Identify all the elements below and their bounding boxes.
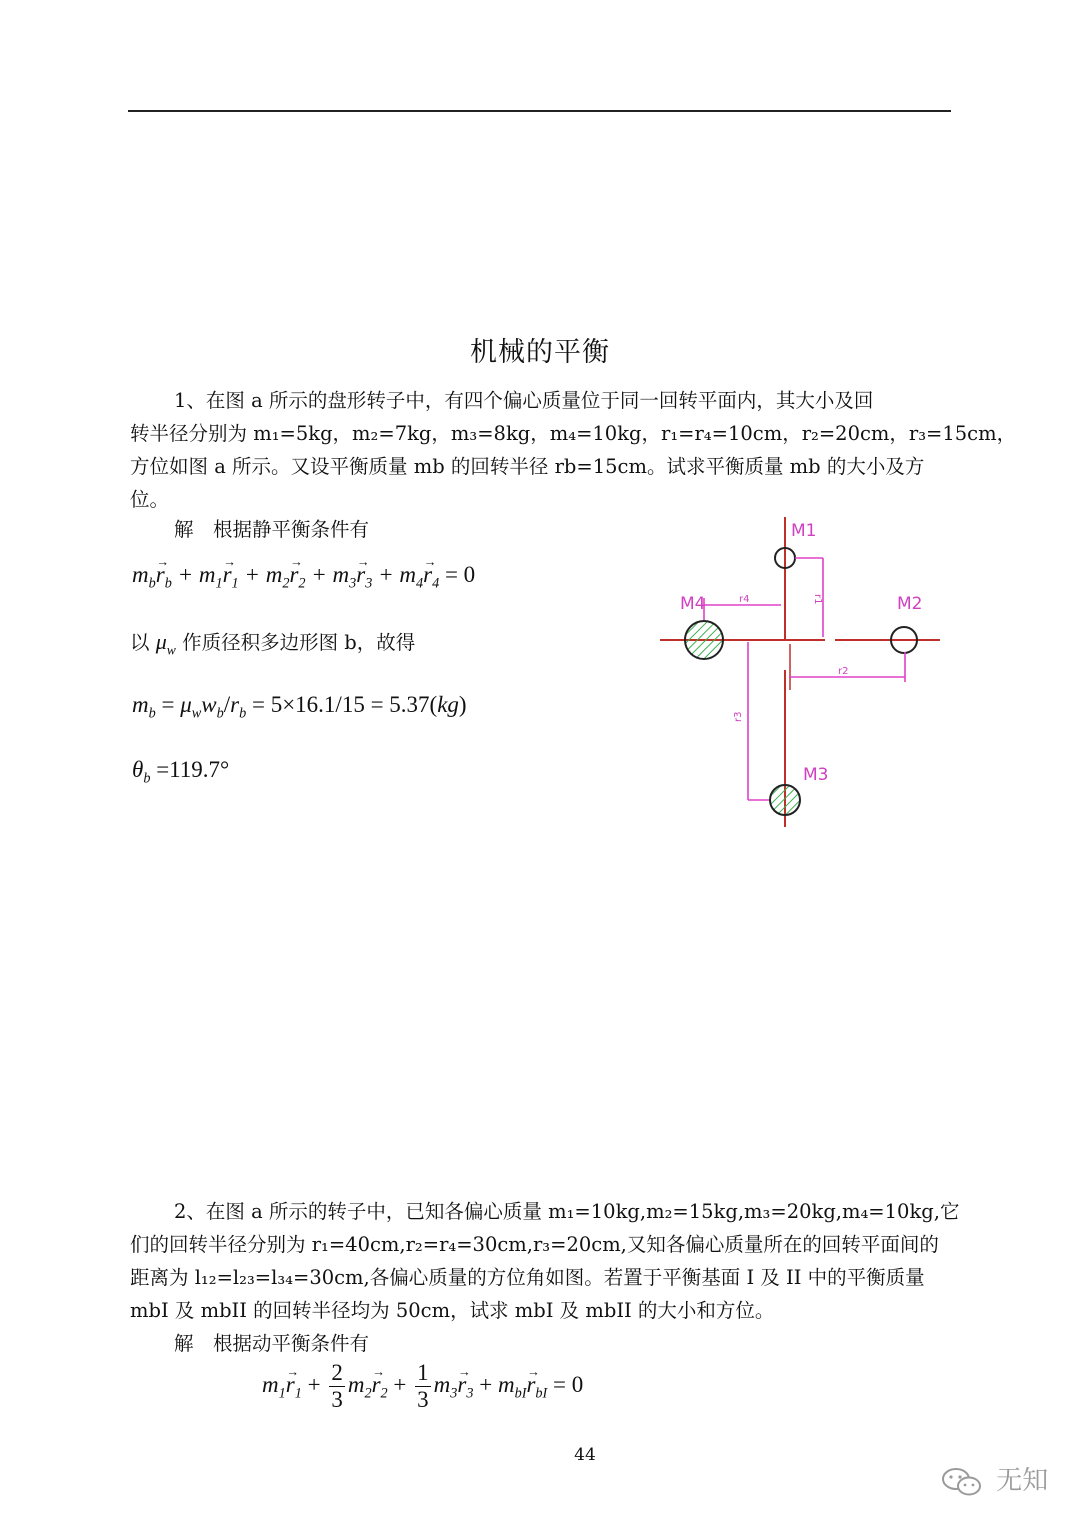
- problem-2-solution-intro: [130, 1327, 952, 1360]
- problem-2-line: 们的回转半径分别为 r₁=40cm,r₂=r₄=30cm,r₃=20cm,又知各偏心质量所在的回转平面间的: [130, 1233, 939, 1256]
- dynamic-balance-equation: $m_1\to r_1$ + $\frac{2}{3}$ $m_2\to r_2$ + $\frac{1}{3}$ $m_3\to r_3 + m_{bI}\to r_{bI} = 0$: [262, 1360, 583, 1413]
- fraction-two-thirds: $\frac{2}{3}$: [331, 1360, 343, 1412]
- mass-m3: [770, 785, 800, 815]
- label-m3: M3: [803, 765, 829, 785]
- theta-equation: $\theta_b =119.7^\circ$: [132, 757, 230, 787]
- polygon-text-post: 作质径积多边形图 b，故得: [182, 631, 416, 654]
- mu-symbol: $\mu_w$: [155, 629, 176, 658]
- problem-1-line: 方位如图 a 所示。又设平衡质量 mb 的回转半径 rb=15cm。试求平衡质量 mb 的大小及方: [130, 455, 925, 478]
- mb-numeric: = 5×16.1/15 = 5.37(: [251, 692, 438, 717]
- watermark: [940, 1460, 1048, 1498]
- problem-2-text: [130, 1195, 960, 1327]
- rotor-figure: [655, 512, 945, 832]
- page-title: 机械的平衡: [470, 337, 610, 368]
- polygon-text-pre: 以: [130, 631, 150, 654]
- problem-1-line: 转半径分别为 m₁=5kg，m₂=7kg，m₃=8kg，m₄=10kg，r₁=r₄=10cm，r₂=20cm，r₃=15cm，: [130, 422, 1017, 445]
- mb-equation: $m_b = \mu_ww_b/r_b = 5\times 16.1/15 = 5.37(kg)$: [132, 692, 467, 722]
- solution-intro-text: 解 根据静平衡条件有: [174, 518, 370, 541]
- problem-1-text: [130, 384, 1017, 516]
- label-r1: r1: [812, 594, 823, 605]
- mb-unit: kg: [437, 692, 459, 717]
- problem-1-line: 位。: [130, 488, 170, 511]
- label-m1: M1: [791, 521, 817, 541]
- header-rule: [128, 110, 951, 112]
- static-balance-equation: $m_b\to r_b + m_1\to r_1 + m_2\to r_2 + m_3\to r_3 + m_4\to r_4 = 0$: [132, 562, 475, 593]
- theta-value: =119.7°: [156, 757, 230, 782]
- problem-2-line: 距离为 l₁₂=l₂₃=l₃₄=30cm,各偏心质量的方位角如图。若置于平衡基面 I 及 II 中的平衡质量: [130, 1266, 925, 1289]
- wechat-icon: [940, 1466, 984, 1498]
- watermark-text: 无知: [996, 1466, 1049, 1496]
- page-number: 44: [574, 1445, 596, 1465]
- problem-1-line: 1、在图 a 所示的盘形转子中，有四个偏心质量位于同一回转平面内，其大小及回: [174, 389, 874, 412]
- label-r3: r3: [733, 711, 744, 722]
- label-r2: r2: [838, 666, 849, 677]
- label-m2: M2: [897, 594, 923, 614]
- label-m4: M4: [680, 594, 706, 614]
- solution-intro-text: 解 根据动平衡条件有: [174, 1332, 370, 1355]
- problem-2-line: 2、在图 a 所示的转子中，已知各偏心质量 m₁=10kg,m₂=15kg,m₃=20kg,m₄=10kg,它: [174, 1200, 960, 1223]
- problem-2-line: mbI 及 mbII 的回转半径均为 50cm，试求 mbI 及 mbII 的大小和方位。: [130, 1299, 775, 1322]
- fraction-one-third: $\frac{1}{3}$: [417, 1360, 429, 1412]
- label-r4: r4: [739, 594, 750, 605]
- mass-m4: [685, 621, 723, 659]
